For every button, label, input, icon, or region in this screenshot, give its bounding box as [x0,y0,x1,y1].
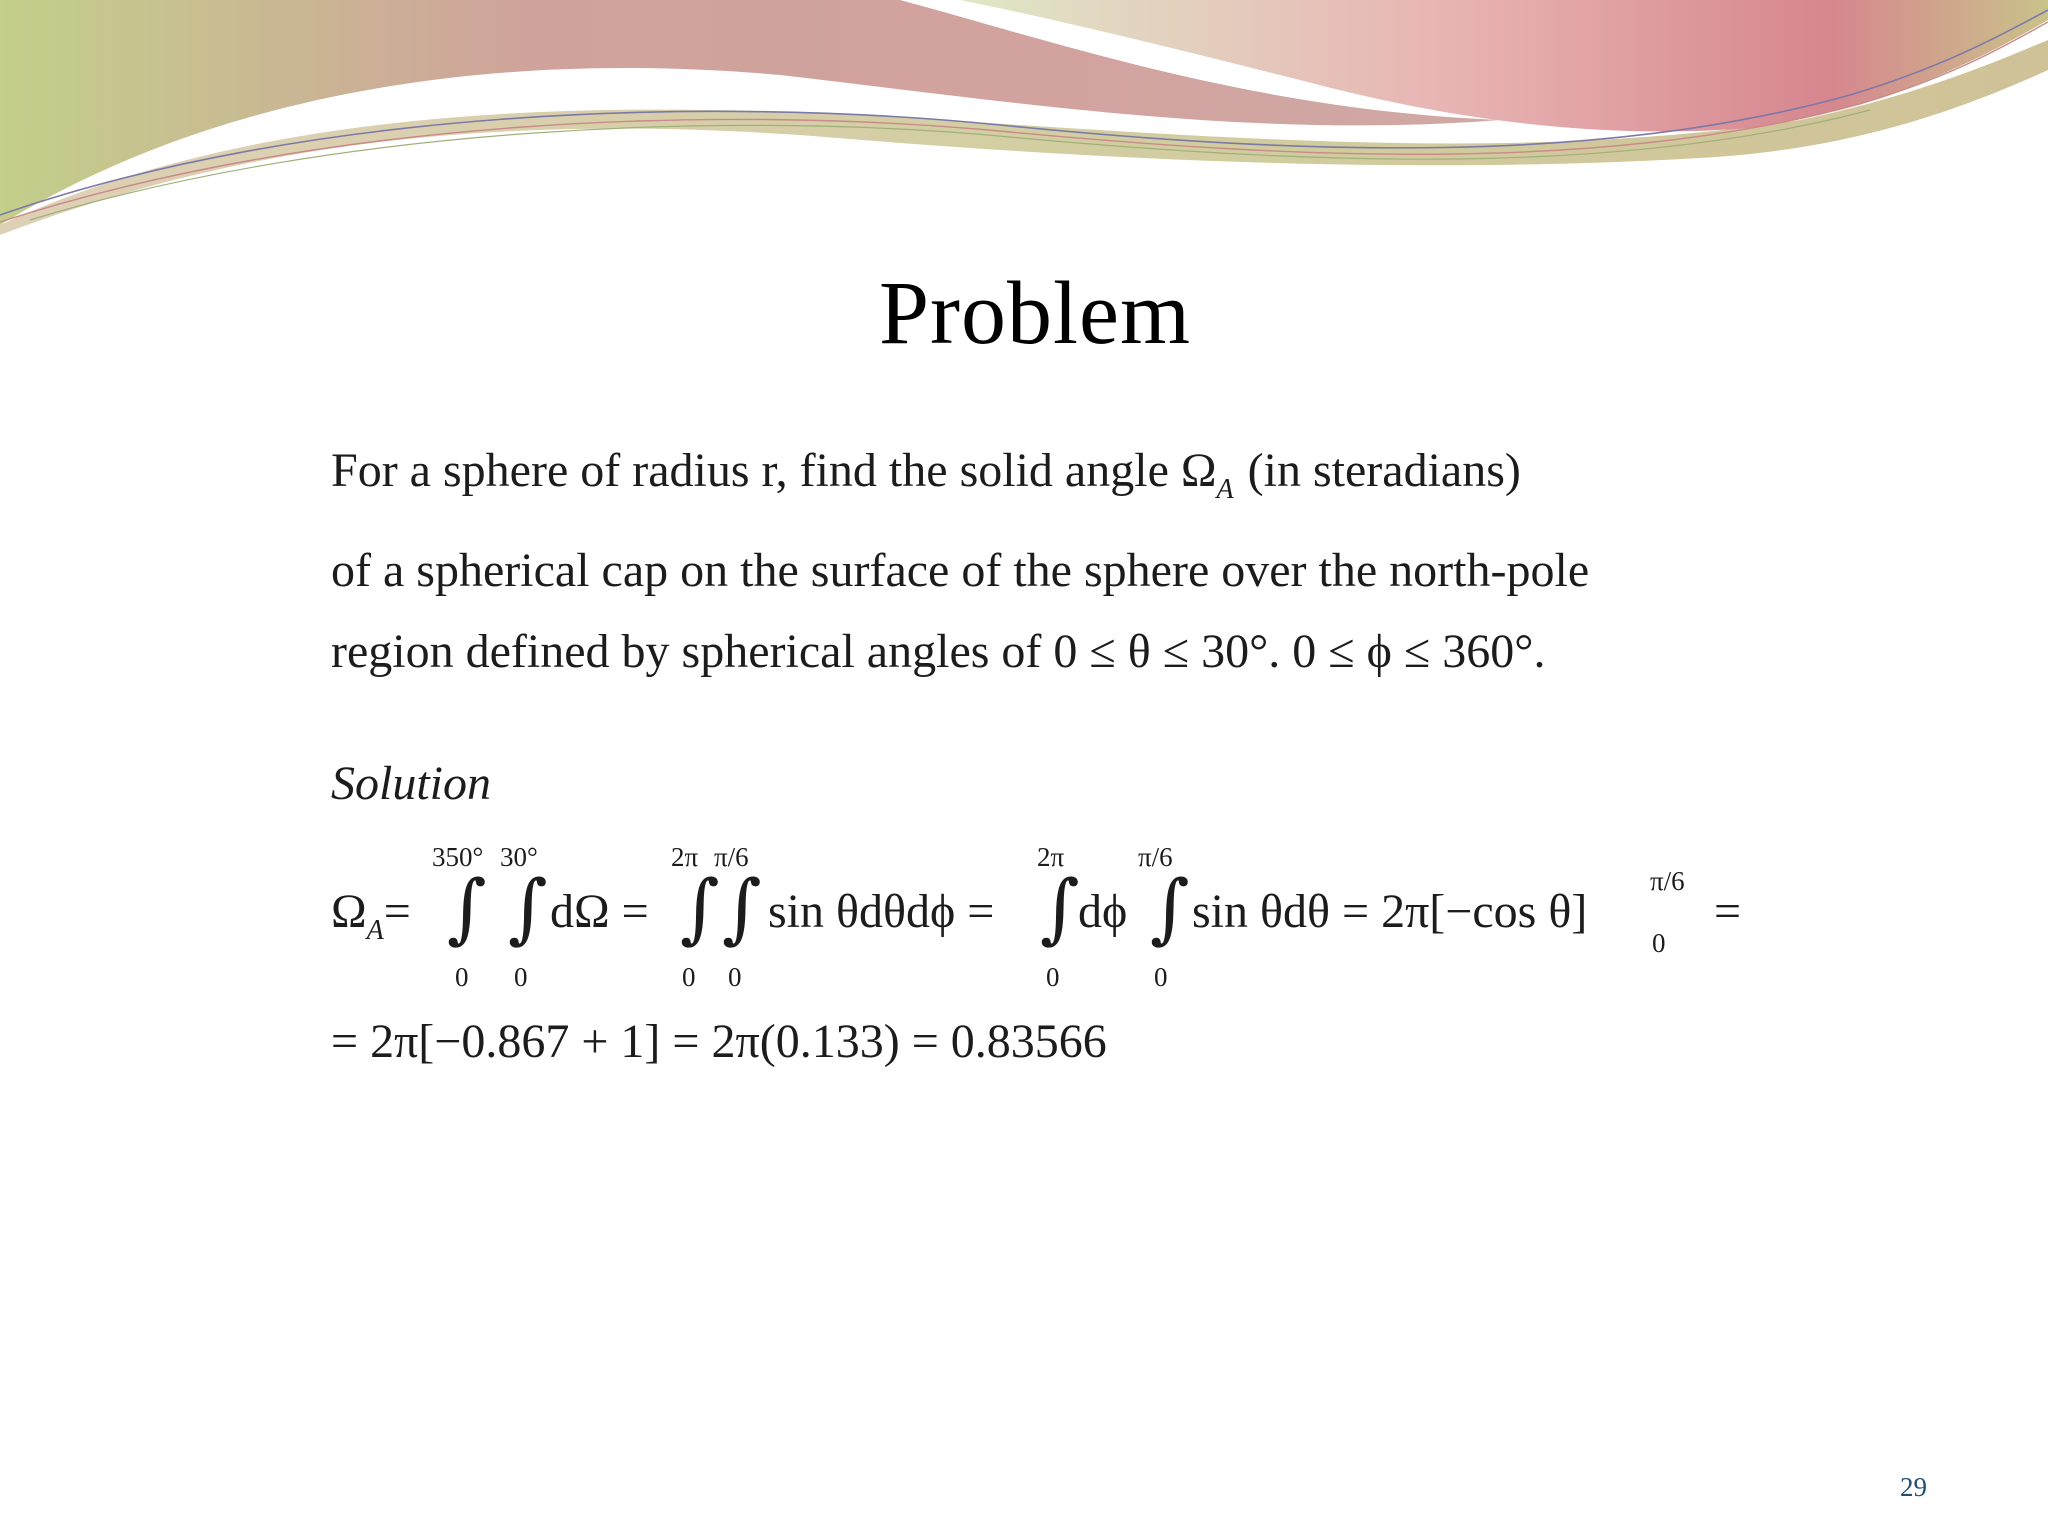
eval-upper: π/6 [1650,866,1685,896]
omega-subscript: A [1216,474,1234,505]
eq-equals: = [383,885,411,938]
page-number: 29 [1900,1472,1927,1502]
eq-omega-sub: A [366,915,384,946]
header-wave-decoration [0,0,2048,240]
integral-sign-5: ∫ [1040,863,1080,952]
problem-statement [331,430,1831,692]
problem-line-1-tail: (in steradians) [1247,444,1521,497]
integral-sign-6: ∫ [1150,863,1190,952]
int2-upper: 30° [500,842,538,872]
eq-term-3: dϕ [1078,885,1128,938]
eq-term-4: sin θdθ = 2π[−cos θ] [1192,885,1588,938]
eq-omega: Ω [331,885,367,938]
problem-line-1-text: For a sphere of radius r, find the solid angle Ω [331,444,1217,497]
int3-upper: 2π [671,842,699,872]
int1-upper: 350° [432,842,484,872]
int4-lower: 0 [728,962,742,992]
eq-term-2: sin θdθdϕ = [768,885,995,938]
eval-lower: 0 [1652,928,1666,958]
problem-line-3: region defined by spherical angles of 0 ≤ θ ≤ 30°. 0 ≤ ϕ ≤ 360°. [331,625,1546,678]
integral-sign-4: ∫ [722,863,762,952]
result-line: = 2π[−0.867 + 1] = 2π(0.133) = 0.83566 [331,1015,1107,1068]
int1-lower: 0 [455,962,469,992]
eq-trailing-equals: = [1714,885,1742,938]
problem-line-2: of a spherical cap on the surface of the sphere over the north-pole [331,544,1590,597]
problem-line-1 [331,430,1831,530]
int4-upper: π/6 [714,842,749,872]
int2-lower: 0 [514,962,528,992]
integral-sign-2: ∫ [508,863,548,952]
int3-lower: 0 [682,962,696,992]
integral-sign-1: ∫ [447,863,487,952]
eq-lhs [331,884,411,947]
int5-lower: 0 [1046,962,1060,992]
int6-lower: 0 [1154,962,1168,992]
integral-sign-3: ∫ [680,863,720,952]
int6-upper: π/6 [1138,842,1173,872]
int5-upper: 2π [1037,842,1065,872]
eq-term-1: dΩ = [550,885,649,938]
slide-title: Problem [879,264,1191,363]
solution-label: Solution [331,757,492,810]
